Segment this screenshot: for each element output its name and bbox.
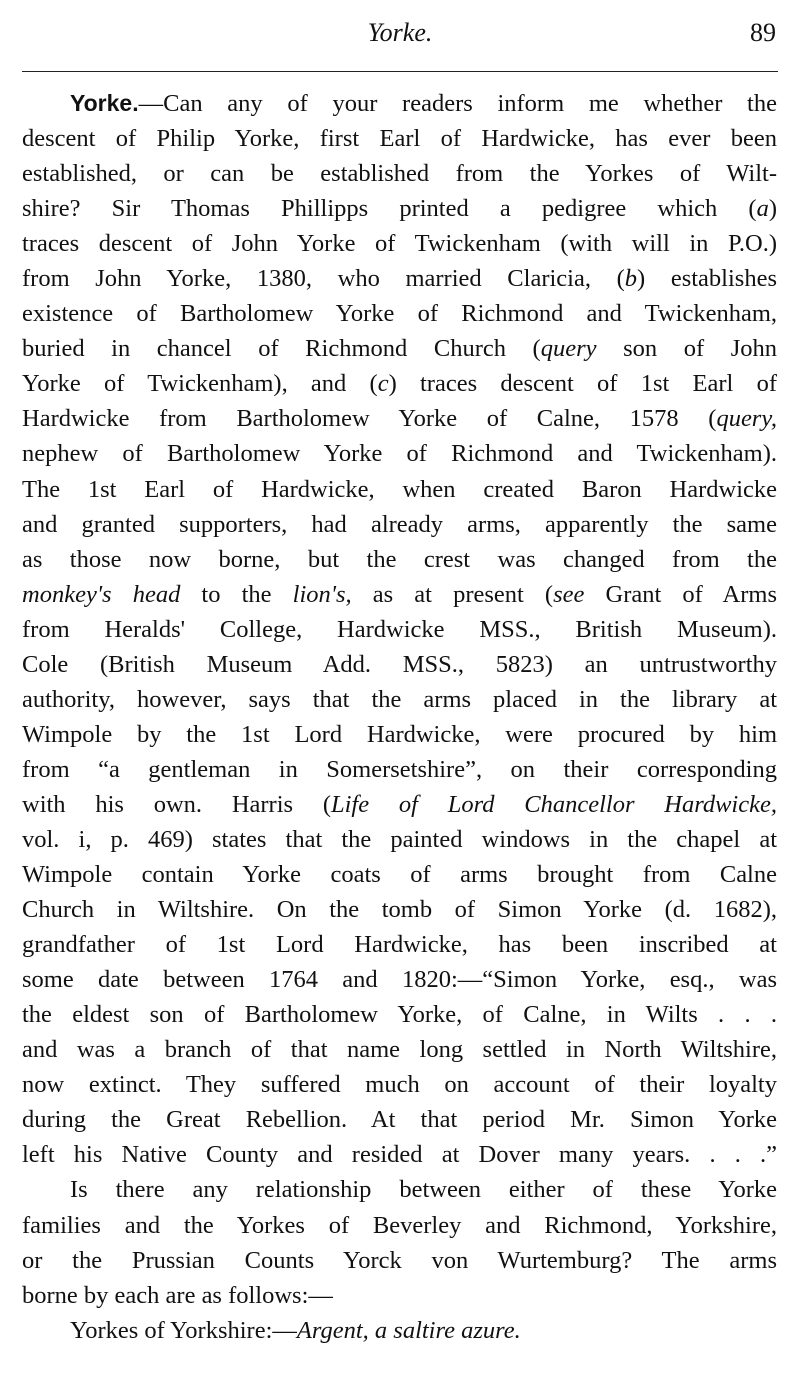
text-segment: from Heralds' College, Hardwicke MSS., British Museum). <box>22 615 777 643</box>
text-segment: Hardwicke from Bartholomew Yorke of Calne, 1578 ( <box>22 405 717 433</box>
text-line <box>22 997 777 1032</box>
text-line <box>22 577 777 612</box>
text-segment: from John Yorke, 1380, who married Claricia, ( <box>22 265 625 293</box>
text-line <box>22 857 777 892</box>
header-rule <box>22 71 778 72</box>
text-segment: shire? Sir Thomas Phillipps printed a pedigree which ( <box>22 195 757 223</box>
text-segment: Is there any relationship between either of these Yorke <box>70 1176 777 1204</box>
text-line <box>22 822 777 857</box>
text-line <box>22 1067 777 1102</box>
text-segment: Yorke of Twickenham), and ( <box>22 370 378 398</box>
text-segment: established, or can be established from the Yorkes of Wilt- <box>22 160 777 188</box>
text-segment: borne by each are as follows:— <box>22 1281 333 1309</box>
italic-text: query <box>540 335 597 363</box>
text-line <box>22 156 777 191</box>
italic-text: lion's, <box>292 580 352 608</box>
text-line <box>22 86 777 121</box>
text-segment: Wimpole by the 1st Lord Hardwicke, were procured by him <box>22 720 777 748</box>
text-line <box>22 261 777 296</box>
text-line <box>22 1208 777 1243</box>
text-segment: ) traces descent of 1st Earl of <box>388 370 777 398</box>
text-line <box>22 927 777 962</box>
text-line <box>22 612 777 647</box>
text-line <box>22 542 777 577</box>
text-segment: now extinct. They suffered much on account of their loyalty <box>22 1071 777 1099</box>
text-segment: traces descent of John Yorke of Twickenham (with will in P.O.) <box>22 230 777 258</box>
italic-text: query, <box>716 405 777 433</box>
text-segment: Church in Wiltshire. On the tomb of Simon Yorke (d. 1682), <box>22 896 777 924</box>
text-line <box>22 366 777 401</box>
italic-text: b <box>624 265 638 293</box>
italic-text: Argent, a saltire azure. <box>296 1316 521 1344</box>
text-line <box>22 191 777 226</box>
text-segment: Wimpole contain Yorke coats of arms brought from Calne <box>22 861 777 889</box>
text-segment: ) <box>768 195 777 223</box>
text-line <box>22 1172 777 1207</box>
text-line <box>22 717 777 752</box>
running-head: Yorke. <box>367 18 433 47</box>
text-segment: as at present ( <box>351 580 554 608</box>
page-number: 89 <box>750 18 776 47</box>
text-segment: son of John <box>596 335 777 363</box>
body-text <box>22 86 777 1348</box>
text-segment: ) establishes <box>637 265 777 293</box>
italic-text: a <box>756 195 769 223</box>
text-line <box>22 962 777 997</box>
text-segment: vol. i, p. 469) states that the painted windows in the chapel at <box>22 825 777 853</box>
text-segment: the eldest son of Bartholomew Yorke, of Calne, in Wilts . . . <box>22 1001 777 1029</box>
text-segment: and granted supporters, had already arms, apparently the same <box>22 510 777 538</box>
text-segment: some date between 1764 and 1820:—“Simon Yorke, esq., was <box>22 966 777 994</box>
text-segment: left his Native County and resided at Dover many years. . . .” <box>22 1141 777 1169</box>
text-line <box>22 647 777 682</box>
text-segment: or the Prussian Counts Yorck von Wurtemburg? The arms <box>22 1246 777 1274</box>
text-segment: buried in chancel of Richmond Church ( <box>22 335 541 363</box>
text-segment: Grant of Arms <box>584 580 777 608</box>
italic-text: Life of Lord Chancellor Hardwicke, <box>330 790 777 818</box>
text-line <box>22 752 777 787</box>
text-segment: from “a gentleman in Somersetshire”, on their corresponding <box>22 755 777 783</box>
text-line <box>22 892 777 927</box>
text-segment: descent of Philip Yorke, first Earl of Hardwicke, has ever been <box>22 125 777 153</box>
text-line <box>22 1137 777 1172</box>
text-line <box>22 1032 777 1067</box>
text-segment: grandfather of 1st Lord Hardwicke, has been inscribed at <box>22 931 777 959</box>
text-line <box>22 226 777 261</box>
italic-text: c <box>377 370 389 398</box>
text-segment: —Can any of your readers inform me whether the <box>138 90 777 117</box>
text-line <box>22 1102 777 1137</box>
text-line <box>22 1313 777 1348</box>
text-line <box>22 787 777 822</box>
text-segment: The 1st Earl of Hardwicke, when created Baron Hardwicke <box>22 475 777 503</box>
text-segment: with his own. Harris ( <box>22 790 331 818</box>
text-line <box>22 436 777 471</box>
text-segment: Yorkes of Yorkshire:— <box>70 1316 297 1344</box>
text-line <box>22 1278 777 1313</box>
text-segment: existence of Bartholomew Yorke of Richmond and Twickenham, <box>22 300 777 328</box>
text-segment: to the <box>180 580 293 608</box>
text-line <box>22 1243 777 1278</box>
text-segment: authority, however, says that the arms placed in the library at <box>22 685 777 713</box>
italic-text: monkey's head <box>22 580 181 608</box>
text-line <box>22 401 777 436</box>
text-segment: during the Great Rebellion. At that period Mr. Simon Yorke <box>22 1106 777 1134</box>
text-line <box>22 472 777 507</box>
text-segment: nephew of Bartholomew Yorke of Richmond and Twickenham). <box>22 440 777 468</box>
text-segment: families and the Yorkes of Beverley and Richmond, Yorkshire, <box>22 1211 777 1239</box>
text-segment: as those now borne, but the crest was changed from the <box>22 545 777 573</box>
italic-text: see <box>553 580 585 608</box>
text-line <box>22 296 777 331</box>
entry-heading: Yorke. <box>70 90 139 116</box>
text-line <box>22 682 777 717</box>
text-line <box>22 331 777 366</box>
text-segment: and was a branch of that name long settled in North Wiltshire, <box>22 1036 777 1064</box>
text-line <box>22 507 777 542</box>
text-line <box>22 121 777 156</box>
text-segment: Cole (British Museum Add. MSS., 5823) an untrustworthy <box>22 650 777 678</box>
